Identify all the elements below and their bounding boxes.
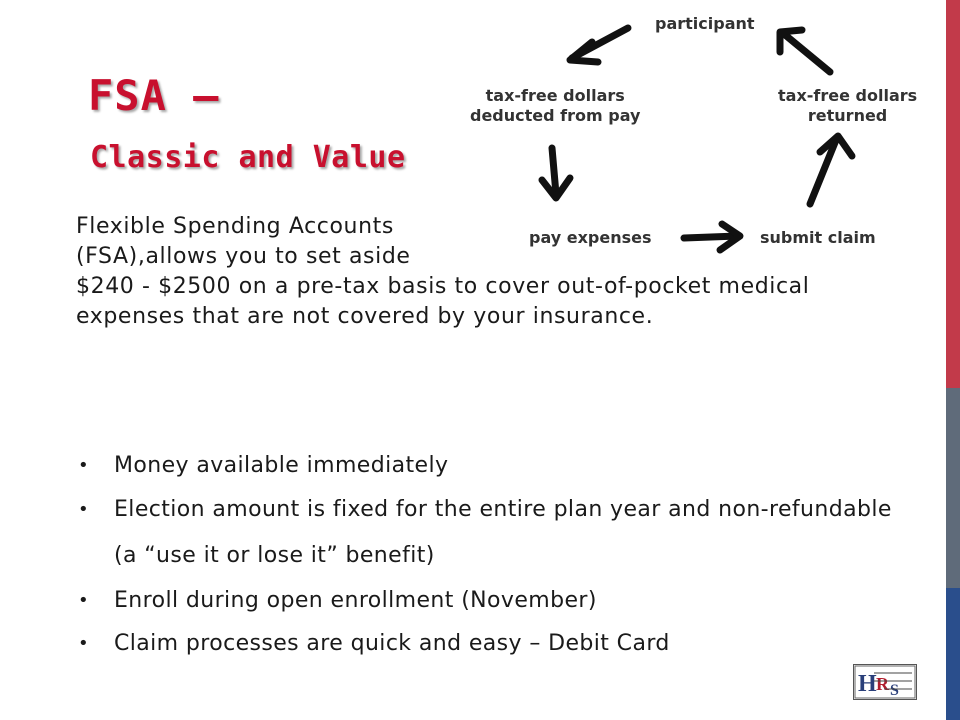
hrs-logo — [853, 664, 917, 700]
arrow-participant-to-deducted-head — [570, 42, 598, 62]
list-item-text: Enroll during open enrollment (November) — [114, 588, 597, 613]
list-item — [76, 444, 896, 487]
slide-subtitle: Classic and Value — [90, 140, 406, 175]
arrow-deducted-to-expenses-head — [542, 178, 570, 198]
list-item-text: Election amount is fixed for the entire plan year and non-refundable (a “use it or lose it” benefit) — [114, 497, 892, 568]
right-accent-bar — [946, 0, 960, 720]
svg-text:R: R — [876, 674, 889, 694]
list-item — [76, 622, 896, 665]
arrow-claim-to-returned — [810, 140, 836, 204]
diagram-label-submit-claim: submit claim — [760, 228, 876, 247]
list-item-text: Money available immediately — [114, 453, 449, 478]
arrow-returned-to-participant-head — [780, 30, 802, 52]
bullet-dot-icon: • — [78, 499, 90, 520]
feature-list — [76, 444, 896, 665]
hrs-logo-mark — [854, 665, 916, 699]
intro-line-3: $240 - $2500 on a pre-tax basis to cover out-of-pocket medical expenses that are not covered by your insurance. — [76, 274, 810, 329]
arrow-claim-to-returned-head — [820, 136, 852, 156]
list-item — [76, 487, 896, 579]
diagram-label-returned: tax-free dollars returned — [778, 86, 918, 125]
bullet-dot-icon: • — [78, 455, 90, 476]
svg-text:S: S — [890, 682, 899, 699]
arrow-returned-to-participant — [784, 34, 830, 72]
accent-bar-gray — [946, 388, 960, 588]
list-item — [76, 579, 896, 622]
accent-bar-blue — [946, 588, 960, 720]
arrow-deducted-to-expenses — [552, 148, 556, 194]
accent-bar-red — [946, 0, 960, 388]
diagram-label-deducted: tax-free dollars deducted from pay — [470, 86, 641, 125]
intro-line-1: Flexible Spending Accounts — [76, 214, 394, 239]
diagram-label-pay-expenses: pay expenses — [529, 228, 652, 247]
list-item-text: Claim processes are quick and easy – Debit Card — [114, 631, 670, 656]
intro-paragraph — [76, 212, 866, 332]
diagram-label-participant: participant — [655, 14, 755, 33]
bullet-dot-icon: • — [78, 633, 90, 654]
svg-text:H: H — [858, 671, 877, 697]
bullet-dot-icon: • — [78, 590, 90, 611]
arrow-participant-to-deducted — [572, 28, 628, 58]
slide-title: FSA – — [88, 71, 220, 120]
intro-line-2: (FSA),allows you to set aside — [76, 244, 411, 269]
